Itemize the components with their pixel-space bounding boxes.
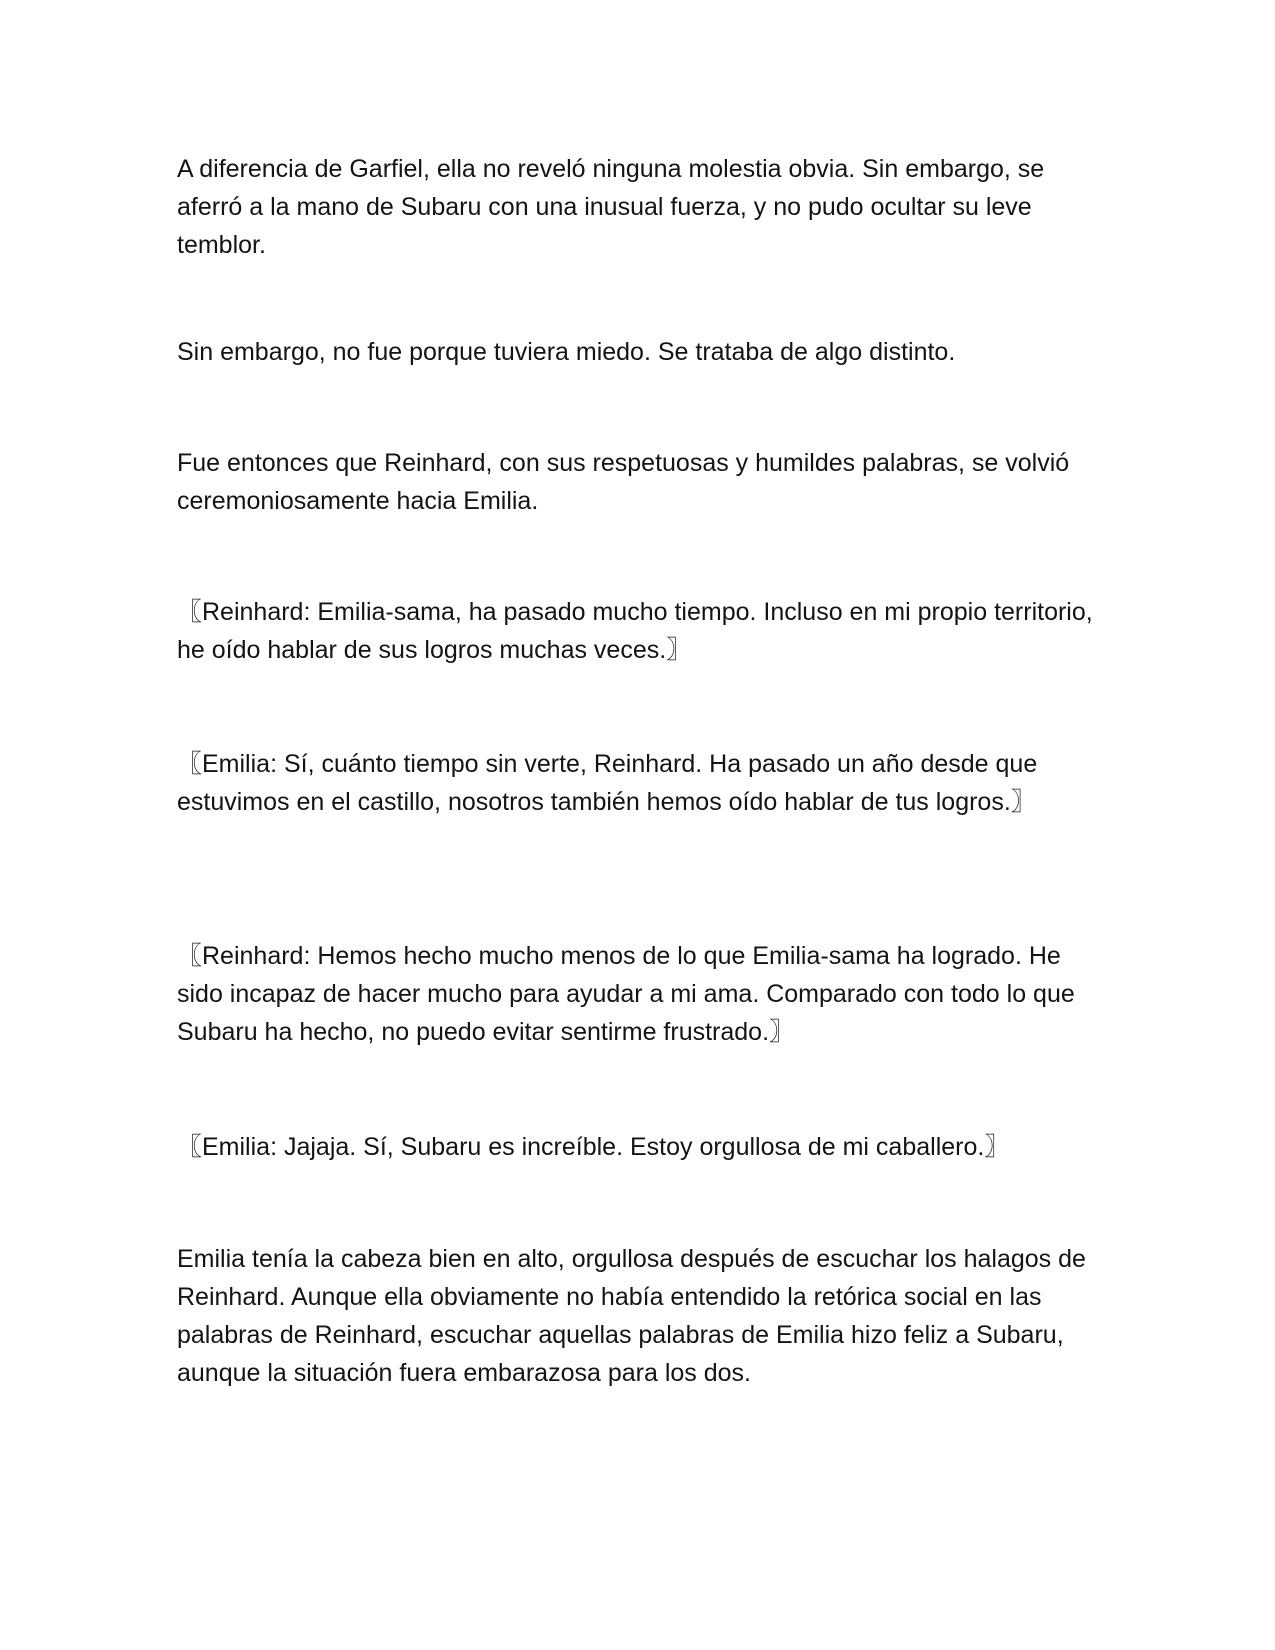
paragraph-dialogue-emilia-2: 〖Emilia: Jajaja. Sí, Subaru es increíble. Estoy orgullosa de mi caballero.〗 — [177, 1133, 1010, 1161]
paragraph-dialogue-reinhard-2: 〖Reinhard: Hemos hecho mucho menos de lo que Emilia-sama ha logrado. He sido incapaz de hacer mucho para ayudar a mi ama. Comparado con todo lo que Subaru ha hecho, no puedo evitar sentirme frustrado.〗 — [177, 942, 1075, 1046]
paragraph-narration-2: Sin embargo, no fue porque tuviera miedo. Se trataba de algo distinto. — [177, 338, 956, 366]
paragraph-narration-1: A diferencia de Garfiel, ella no reveló ninguna molestia obvia. Sin embargo, se aferró a la mano de Subaru con una inusual fuerza, y no pudo ocultar su leve temblor. — [177, 155, 1045, 259]
paragraph-dialogue-emilia-1: 〖Emilia: Sí, cuánto tiempo sin verte, Reinhard. Ha pasado un año desde que estuvimos en el castillo, nosotros también hemos oído hablar de tus logros.〗 — [177, 750, 1038, 816]
paragraph-narration-3: Fue entonces que Reinhard, con sus respetuosas y humildes palabras, se volvió ceremoniosamente hacia Emilia. — [177, 449, 1070, 515]
paragraph-narration-4: Emilia tenía la cabeza bien en alto, orgullosa después de escuchar los halagos de Reinhard. Aunque ella obviamente no había entendido la retórica social en las palabras de Reinhard, escuchar aquellas palabras de Emilia hizo feliz a Subaru, aunque la situación fuera embarazosa para los dos. — [177, 1245, 1086, 1387]
paragraph-dialogue-reinhard-1: 〖Reinhard: Emilia-sama, ha pasado mucho tiempo. Incluso en mi propio territorio, he oído hablar de sus logros muchas veces.〗 — [177, 598, 1093, 664]
